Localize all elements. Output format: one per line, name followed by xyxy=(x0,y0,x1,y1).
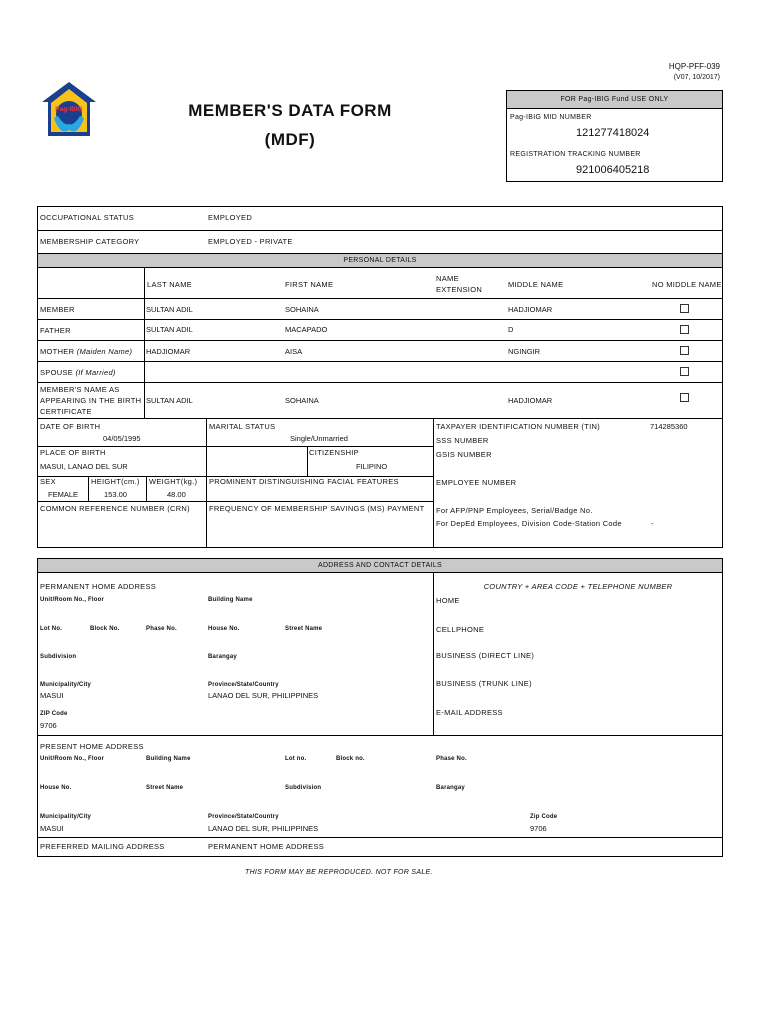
subdivision-label: Subdivision xyxy=(40,654,77,660)
block-label: Block No. xyxy=(90,626,120,632)
contact-heading xyxy=(436,582,720,591)
father-last-name: SULTAN ADIL xyxy=(146,325,193,334)
mother-no-middle-checkbox[interactable] xyxy=(680,346,689,355)
form-code: HQP-PFF-039 xyxy=(668,62,720,71)
personal-details-band: PERSONAL DETAILS xyxy=(37,253,723,268)
pob-value: MASUI, LANAO DEL SUR xyxy=(40,462,128,471)
form-version: (V07, 10/2017) xyxy=(673,74,720,81)
col-name-extension-2: EXTENSION xyxy=(436,285,483,294)
member-middle-name: HADJIOMAR xyxy=(508,305,553,314)
crn-label: COMMON REFERENCE NUMBER (CRN) xyxy=(40,504,190,513)
p-zip-label: Zip Code xyxy=(530,814,558,820)
p-phase-label: Phase No. xyxy=(436,756,467,762)
birthcert-label-1: MEMBER'S NAME AS xyxy=(40,385,120,394)
tin-value: 714285360 xyxy=(650,422,688,431)
p-lot-label: Lot no. xyxy=(285,756,307,762)
sex-value: FEMALE xyxy=(48,490,79,499)
pag-ibig-logo xyxy=(40,80,98,142)
dob-value: 04/05/1995 xyxy=(103,434,141,443)
tin-label: TAXPAYER IDENTIFICATION NUMBER (TIN) xyxy=(436,422,600,431)
province-label: Province/State/Country xyxy=(208,682,279,688)
mother-label-note: (Maiden Name) xyxy=(76,347,133,356)
birthcert-middle-name: HADJIOMAR xyxy=(508,396,553,405)
mother-middle-name: NGINGIR xyxy=(508,347,541,356)
dob-label: DATE OF BIRTH xyxy=(40,422,101,431)
occupational-status-label: OCCUPATIONAL STATUS xyxy=(40,213,135,222)
father-no-middle-checkbox[interactable] xyxy=(680,325,689,334)
home-phone-label: HOME xyxy=(436,596,460,605)
unit-label: Unit/Room No., Floor xyxy=(40,597,104,603)
citizenship-value: FILIPINO xyxy=(356,462,388,471)
membership-category-label: MEMBERSHIP CATEGORY xyxy=(40,237,140,246)
mother-first-name: AISA xyxy=(285,347,303,356)
member-no-middle-checkbox[interactable] xyxy=(680,304,689,313)
lot-label: Lot No. xyxy=(40,626,63,632)
ms-frequency-label: FREQUENCY OF MEMBERSHIP SAVINGS (MS) PAYMENT xyxy=(209,504,425,513)
membership-category-value: EMPLOYED - PRIVATE xyxy=(208,237,293,246)
weight-value: 48.00 xyxy=(167,490,186,499)
col-name-extension-1: NAME xyxy=(436,274,459,283)
footer-note: THIS FORM MAY BE REPRODUCED. NOT FOR SALE. xyxy=(245,869,433,876)
p-province-value: LANAO DEL SUR, PHILIPPINES xyxy=(208,824,319,833)
form-title: MEMBER'S DATA FORM xyxy=(188,101,392,120)
zip-label: ZIP Code xyxy=(40,711,68,717)
business-trunk-label: BUSINESS (TRUNK LINE) xyxy=(436,679,532,688)
p-building-label: Building Name xyxy=(146,756,191,762)
mid-number-label: Pag-IBIG MID NUMBER xyxy=(510,114,592,121)
col-first-name: FIRST NAME xyxy=(285,280,334,289)
occupational-status-value: EMPLOYED xyxy=(208,213,253,222)
deped-value: - xyxy=(651,519,654,528)
email-label: E-MAIL ADDRESS xyxy=(436,708,503,717)
sss-label: SSS NUMBER xyxy=(436,436,489,445)
marital-status-label: MARITAL STATUS xyxy=(209,422,276,431)
p-street-label: Street Name xyxy=(146,785,184,791)
birthcert-first-name: SOHAINA xyxy=(285,396,319,405)
present-address-label: PRESENT HOME ADDRESS xyxy=(40,742,144,751)
mother-label-text: MOTHER xyxy=(40,347,75,356)
height-label: HEIGHT(cm.) xyxy=(91,477,140,486)
p-block-label: Block no. xyxy=(336,756,365,762)
house-logo-icon xyxy=(40,80,98,142)
barangay-label: Barangay xyxy=(208,654,237,660)
birthcert-no-middle-checkbox[interactable] xyxy=(680,393,689,402)
member-last-name: SULTAN ADIL xyxy=(146,305,193,314)
mailing-value: PERMANENT HOME ADDRESS xyxy=(208,842,325,851)
birthcert-label-2: APPEARING IN THE BIRTH xyxy=(40,396,142,405)
municipality-value: MASUI xyxy=(40,691,64,700)
col-last-name: LAST NAME xyxy=(147,280,193,289)
p-subdivision-label: Subdivision xyxy=(285,785,322,791)
mid-number-value: 121277418024 xyxy=(576,127,650,139)
member-label: MEMBER xyxy=(40,305,75,314)
col-no-middle-name: NO MIDDLE NAME xyxy=(652,280,722,289)
member-first-name: SOHAINA xyxy=(285,305,319,314)
mother-last-name: HADJIOMAR xyxy=(146,347,191,356)
p-unit-label: Unit/Room No., Floor xyxy=(40,756,104,762)
spouse-label-note: (If Married) xyxy=(75,368,116,377)
height-value: 153.00 xyxy=(104,490,127,499)
p-house-label: House No. xyxy=(40,785,72,791)
spouse-label xyxy=(40,368,116,377)
address-table xyxy=(37,572,723,857)
mother-label xyxy=(40,347,132,356)
afp-pnp-label: For AFP/PNP Employees, Serial/Badge No. xyxy=(436,506,593,515)
p-province-label: Province/State/Country xyxy=(208,814,279,820)
svg-text:Pag-IBIG: Pag-IBIG xyxy=(55,106,83,113)
fund-use-heading: FOR Pag-IBIG Fund USE ONLY xyxy=(506,90,723,109)
province-value: LANAO DEL SUR, PHILIPPINES xyxy=(208,691,319,700)
rtn-value: 921006405218 xyxy=(576,164,650,176)
employee-number-label: EMPLOYEE NUMBER xyxy=(436,478,517,487)
business-direct-label: BUSINESS (DIRECT LINE) xyxy=(436,651,535,660)
father-label: FATHER xyxy=(40,326,71,335)
birthcert-last-name: SULTAN ADIL xyxy=(146,396,193,405)
rtn-label: REGISTRATION TRACKING NUMBER xyxy=(510,151,641,158)
birthcert-label-3: CERTIFICATE xyxy=(40,407,92,416)
spouse-no-middle-checkbox[interactable] xyxy=(680,367,689,376)
deped-label: For DepEd Employees, Division Code-Station Code xyxy=(436,519,622,528)
father-first-name: MACAPADO xyxy=(285,325,328,334)
spouse-label-text: SPOUSE xyxy=(40,368,74,377)
sex-label: SEX xyxy=(40,477,56,486)
zip-value: 9706 xyxy=(40,721,57,730)
cellphone-label: CELLPHONE xyxy=(436,625,485,634)
father-middle-name: D xyxy=(508,325,514,334)
permanent-address-label: PERMANENT HOME ADDRESS xyxy=(40,582,157,591)
mailing-label: PREFERRED MAILING ADDRESS xyxy=(40,842,165,851)
street-label: Street Name xyxy=(285,626,323,632)
p-zip-value: 9706 xyxy=(530,824,547,833)
building-label: Building Name xyxy=(208,597,253,603)
citizenship-label: CITIZENSHIP xyxy=(309,448,359,457)
col-middle-name: MIDDLE NAME xyxy=(508,280,564,289)
p-barangay-label: Barangay xyxy=(436,785,465,791)
house-label: House No. xyxy=(208,626,240,632)
gsis-label: GSIS NUMBER xyxy=(436,450,492,459)
address-band: ADDRESS AND CONTACT DETAILS xyxy=(37,558,723,573)
marital-status-value: Single/Unmarried xyxy=(290,434,348,443)
p-municipality-label: Municipality/City xyxy=(40,814,92,820)
contact-heading-text: COUNTRY + AREA CODE + TELEPHONE NUMBER xyxy=(483,582,673,591)
form-subtitle: (MDF) xyxy=(264,130,316,149)
p-municipality-value: MASUI xyxy=(40,824,64,833)
municipality-label: Municipality/City xyxy=(40,682,92,688)
pob-label: PLACE OF BIRTH xyxy=(40,448,106,457)
weight-label: WEIGHT(kg.) xyxy=(149,477,198,486)
phase-label: Phase No. xyxy=(146,626,177,632)
facial-features-label: PROMINENT DISTINGUISHING FACIAL FEATURES xyxy=(209,477,399,486)
